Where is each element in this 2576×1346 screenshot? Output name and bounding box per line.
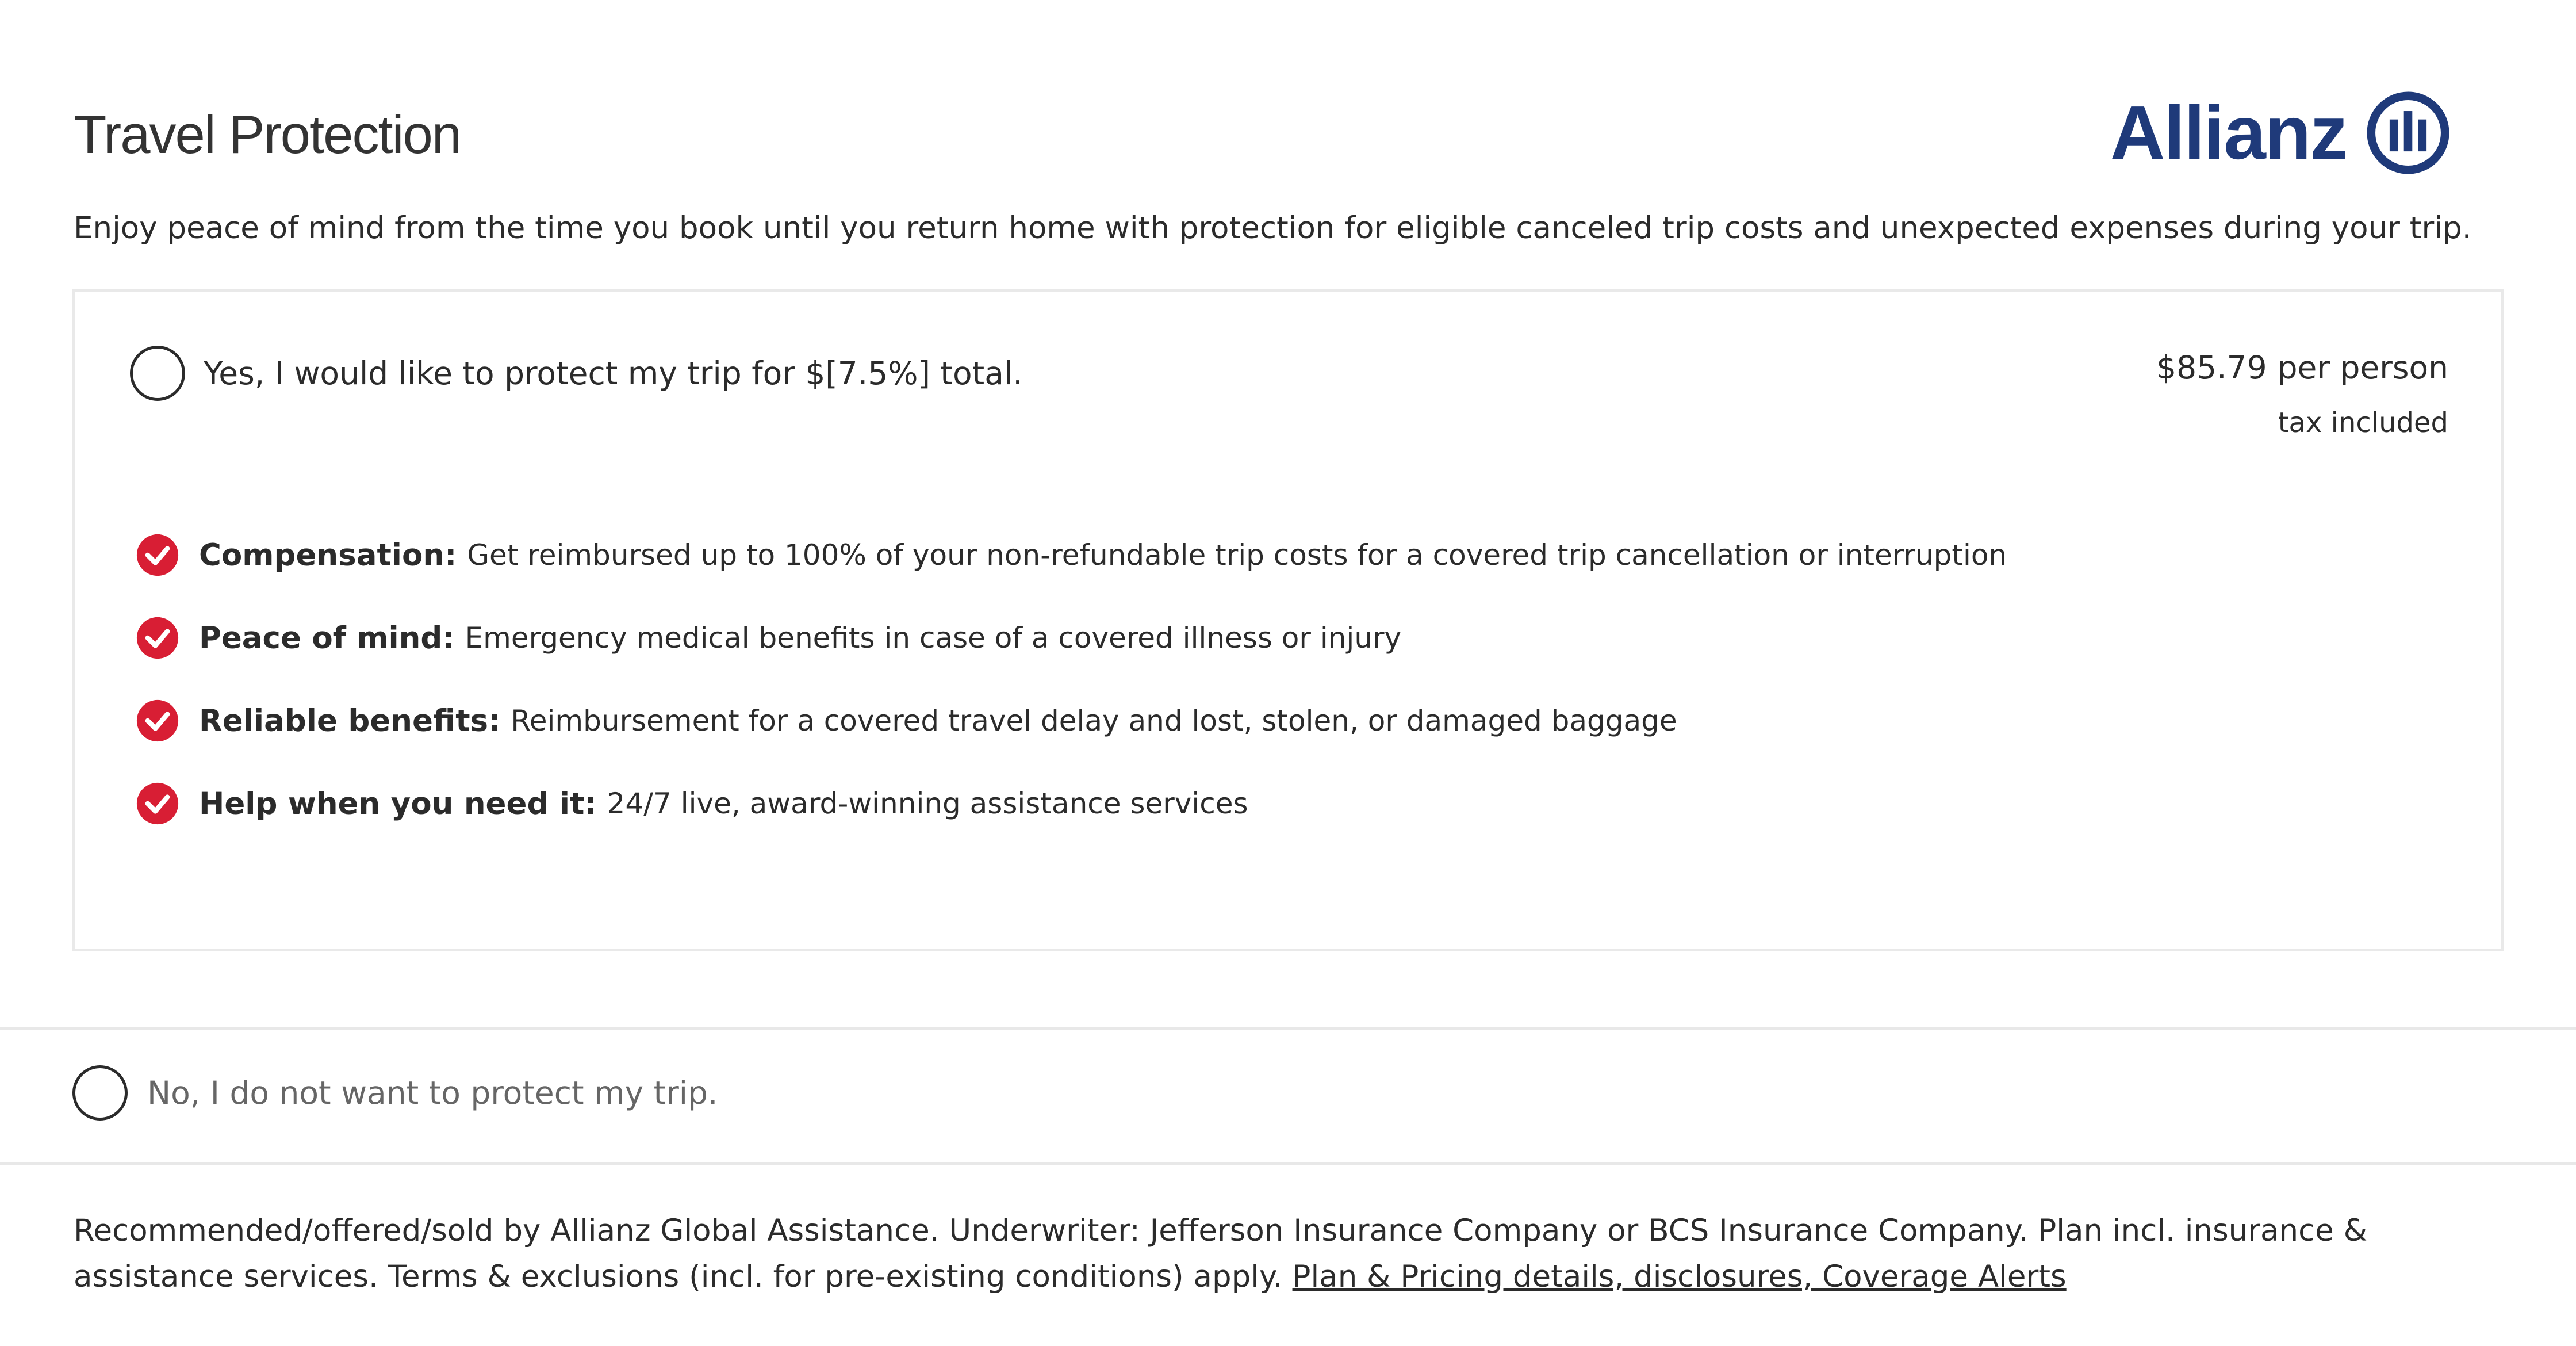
price-amount: $85.79	[2156, 349, 2267, 386]
benefit-text: 24/7 live, award-winning assistance services	[607, 787, 1248, 820]
benefit-text: Emergency medical benefits in case of a covered illness or injury	[465, 621, 1402, 655]
divider	[0, 1162, 2576, 1165]
benefit-text: Reimbursement for a covered travel delay and lost, stolen, or damaged baggage	[511, 704, 1677, 737]
price-unit: per person	[2277, 349, 2448, 386]
intro-text: Enjoy peace of mind from the time you book until you return home with protection for eligible canceled trip costs and unexpected expenses during your trip.	[74, 211, 2472, 246]
benefit-title: Help when you need it:	[199, 786, 597, 821]
check-circle-icon	[136, 616, 179, 660]
benefit-title: Peace of mind:	[199, 620, 455, 656]
page-title: Travel Protection	[74, 104, 461, 165]
benefit-title: Compensation:	[199, 537, 457, 573]
benefit-title: Reliable benefits:	[199, 703, 501, 739]
benefit-item	[136, 533, 2007, 577]
no-option-label[interactable]: No, I do not want to protect my trip.	[147, 1074, 718, 1111]
legal-disclaimer	[74, 1208, 2489, 1300]
brand-name: Allianz	[2110, 90, 2347, 175]
legal-text: Recommended/offered/sold by Allianz Global Assistance. Underwriter: Jefferson Insurance Company or BCS Insurance Company. Plan incl. insurance & assistance services. Terms & exclusions (incl. for pre-existing conditions) apply.	[74, 1213, 2368, 1294]
yes-option-label[interactable]: Yes, I would like to protect my trip for $[7.5%] total.	[204, 355, 1023, 392]
tax-note: tax included	[2278, 407, 2448, 439]
benefits-list	[136, 533, 2007, 865]
benefit-text: Get reimbursed up to 100% of your non-refundable trip costs for a covered trip cancellation or interruption	[467, 538, 2007, 572]
price	[2156, 349, 2448, 386]
protection-offer-card	[72, 289, 2504, 951]
check-circle-icon	[136, 699, 179, 743]
benefit-item	[136, 616, 2007, 660]
no-radio[interactable]	[72, 1065, 128, 1121]
brand	[2110, 91, 2450, 175]
allianz-eagle-icon	[2366, 91, 2450, 175]
benefit-item	[136, 782, 2007, 825]
divider	[0, 1027, 2576, 1030]
check-circle-icon	[136, 782, 179, 825]
plan-details-link[interactable]: Plan & Pricing details, disclosures, Coverage Alerts	[1292, 1259, 2067, 1294]
benefit-item	[136, 699, 2007, 743]
yes-radio[interactable]	[130, 346, 185, 401]
check-circle-icon	[136, 533, 179, 577]
